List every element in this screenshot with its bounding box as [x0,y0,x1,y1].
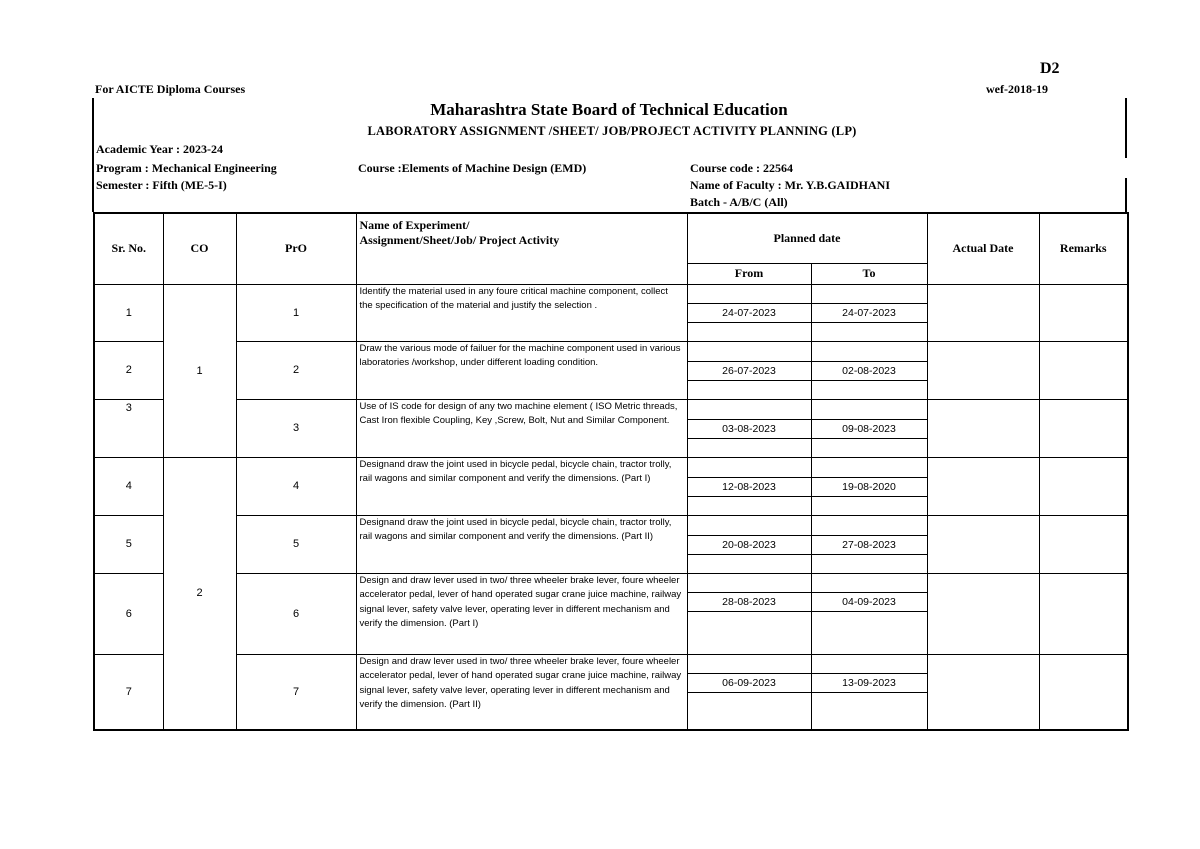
remarks-cell [1039,457,1128,515]
col-sr-no: Sr. No. [94,213,163,284]
table-row [94,573,1128,592]
from-date: 12-08-2023 [687,477,811,496]
program: Program : Mechanical Engineering [96,161,277,175]
col-experiment-name-line1: Name of Experiment/ [359,218,470,232]
actual-date-cell [927,573,1039,654]
remarks-cell [1039,284,1128,341]
academic-year: Academic Year : 2023-24 [96,142,223,156]
remarks-cell [1039,654,1128,730]
to-date: 04-09-2023 [811,592,927,611]
sr-no-cell: 1 [94,284,163,341]
experiment-desc: Identify the material used in any foure critical machine component, collect the specification of the material and justify the selection . [356,284,687,341]
from-date: 24-07-2023 [687,303,811,322]
col-to: To [811,263,927,284]
batch: Batch - A/B/C (All) [690,195,788,209]
aicte-label: For AICTE Diploma Courses [95,82,246,96]
table-row [94,341,1128,361]
experiment-desc: Draw the various mode of failuer for the machine component used in various laboratories /workshop, under different loading condition. [356,341,687,399]
faculty-name: Name of Faculty : Mr. Y.B.GAIDHANI [690,178,890,192]
form-code: D2 [1040,60,1060,77]
pro-cell: 3 [236,399,356,457]
to-date: 09-08-2023 [811,419,927,438]
remarks-cell [1039,341,1128,399]
board-title: Maharashtra State Board of Technical Education [430,100,788,119]
to-date: 02-08-2023 [811,361,927,380]
remarks-cell [1039,515,1128,573]
course-name: Course :Elements of Machine Design (EMD) [358,161,587,175]
from-date: 03-08-2023 [687,419,811,438]
table-row [94,515,1128,535]
pro-cell: 6 [236,573,356,654]
actual-date-cell [927,457,1039,515]
pro-cell: 2 [236,341,356,399]
experiment-desc: Designand draw the joint used in bicycle pedal, bicycle chain, tractor trolly, rail wagons and similar component and verify the dimensions. (Part I) [356,457,687,515]
remarks-cell [1039,573,1128,654]
page-subtitle: LABORATORY ASSIGNMENT /SHEET/ JOB/PROJECT ACTIVITY PLANNING (LP) [367,124,857,138]
col-experiment-name [356,213,687,284]
pro-cell: 7 [236,654,356,730]
experiment-desc: Use of IS code for design of any two machine element ( ISO Metric threads, Cast Iron flexible Coupling, Key ,Screw, Bolt, Nut and Similar Component. [356,399,687,457]
frame-right-bottom [1125,178,1127,212]
pro-cell: 4 [236,457,356,515]
table-row [94,654,1128,673]
pro-cell: 1 [236,284,356,341]
wef-label: wef-2018-19 [986,82,1048,96]
table-row [94,457,1128,477]
semester: Semester : Fifth (ME-5-I) [96,178,227,192]
actual-date-cell [927,399,1039,457]
actual-date-cell [927,654,1039,730]
course-code: Course code : 22564 [690,161,793,175]
from-date: 06-09-2023 [687,673,811,692]
table-row [94,284,1128,303]
col-planned-date: Planned date [687,213,927,263]
experiment-desc: Design and draw lever used in two/ three wheeler brake lever, foure wheeler accelerator pedal, lever of hand operated sugar crane juice machine, railway signal lever, safety valve lever, operating lever in different mechanism and verify the dimension. (Part II) [356,654,687,730]
table-row [94,399,1128,419]
from-date: 26-07-2023 [687,361,811,380]
co-cell: 1 [163,284,236,457]
experiment-desc: Designand draw the joint used in bicycle pedal, bicycle chain, tractor trolly, rail wagons and similar component and verify the dimensions. (Part II) [356,515,687,573]
from-date: 20-08-2023 [687,535,811,554]
remarks-cell [1039,399,1128,457]
lp-table [93,212,1129,731]
actual-date-cell [927,341,1039,399]
actual-date-cell [927,284,1039,341]
col-actual-date: Actual Date [927,213,1039,284]
sr-no-cell: 3 [94,399,163,457]
from-date: 28-08-2023 [687,592,811,611]
to-date: 24-07-2023 [811,303,927,322]
sr-no-cell: 2 [94,341,163,399]
experiment-desc: Design and draw lever used in two/ three wheeler brake lever, foure wheeler accelerator pedal, lever of hand operated sugar crane juice machine, railway signal lever, safety valve lever, operating lever in different mechanism and verify the dimension. (Part I) [356,573,687,654]
to-date: 27-08-2023 [811,535,927,554]
co-cell: 2 [163,457,236,730]
to-date: 13-09-2023 [811,673,927,692]
to-date: 19-08-2020 [811,477,927,496]
sr-no-cell: 4 [94,457,163,515]
actual-date-cell [927,515,1039,573]
sr-no-cell: 5 [94,515,163,573]
col-co: CO [163,213,236,284]
col-remarks: Remarks [1039,213,1128,284]
pro-cell: 5 [236,515,356,573]
col-pro: PrO [236,213,356,284]
sr-no-cell: 6 [94,573,163,654]
col-experiment-name-line2: Assignment/Sheet/Job/ Project Activity [359,233,560,247]
col-from: From [687,263,811,284]
sr-no-cell: 7 [94,654,163,730]
